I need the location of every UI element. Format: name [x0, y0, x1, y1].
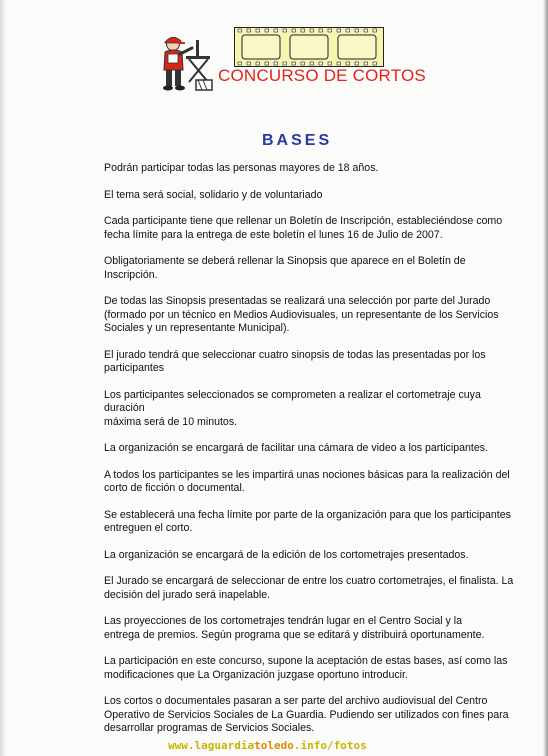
scan-edge-left	[0, 0, 6, 756]
rule-paragraph: Las proyecciones de los cortometrajes tendrán lugar en el Centro Social y la entrega de premios. Según programa que se editará y distribuirá oportunamente.	[104, 615, 485, 641]
rule-paragraph: Cada participante tiene que rellenar un Boletín de Inscripción, estableciéndose como fecha límite para la entrega de este boletín el lunes 16 de Julio de 2007.	[104, 215, 503, 241]
rule-paragraph: La participación en este concurso, supone la aceptación de estas bases, así como las modificaciones que La Organización juzgase oportuno introducir.	[104, 655, 508, 681]
document-heading: BASES	[262, 132, 333, 149]
rule-paragraph: La organización se encargará de la edición de los cortometrajes presentados.	[104, 548, 469, 561]
rules-body	[104, 162, 524, 749]
rule-paragraph: El jurado tendrá que seleccionar cuatro sinopsis de todas las presentadas por los participantes	[104, 348, 486, 374]
watermark-url	[168, 739, 367, 752]
rule-paragraph: Obligatoriamente se deberá rellenar la Sinopsis que aparece en el Boletín de Inscripción.	[104, 255, 466, 281]
watermark-url-suffix: .info/fotos	[293, 739, 367, 752]
rule-paragraph: De todas las Sinopsis presentadas se realizará una selección por parte del Jurado (formado por un técnico en Medios Audiovisuales, un representante de los Servicios Sociales y un representante Municipal).	[104, 295, 499, 334]
rule-paragraph: El tema será social, solidario y de voluntariado	[104, 188, 323, 201]
rule-paragraph: Podrán participar todas las personas mayores de 18 años.	[104, 162, 379, 174]
scan-edge-right	[543, 0, 548, 756]
watermark-url-prefix: www.laguardia	[168, 739, 255, 752]
rule-paragraph: Se establecerá una fecha límite por parte de la organización para que los participantes entreguen el corto.	[104, 508, 511, 534]
rule-paragraph: La organización se encargará de facilitar una cámara de video a los participantes.	[104, 442, 488, 454]
rule-paragraph: El Jurado se encargará de seleccionar de entre los cuatro cortometrajes, el finalista. La decisión del jurado será inapelable.	[104, 575, 514, 601]
contest-title: CONCURSO DE CORTOS	[218, 66, 426, 85]
watermark-url-accent: toledo	[254, 739, 294, 752]
rule-paragraph: Los participantes seleccionados se comprometen a realizar el cortometraje cuya duración máxima será de 10 minutos.	[104, 388, 481, 428]
rule-paragraph: A todos los participantes se les impartirá unas nociones básicas para la realización del corto de ficción o documental.	[104, 468, 510, 494]
filmstrip-icon	[234, 27, 384, 67]
rule-paragraph: Los cortos o documentales pasaran a ser parte del archivo audiovisual del Centro Operativo de Servicios Sociales de La Guardia. Pudiendo ser utilizados con fines para desarrollar programas de Servicios Sociales.	[104, 695, 509, 734]
director-mascot-icon	[156, 34, 214, 94]
